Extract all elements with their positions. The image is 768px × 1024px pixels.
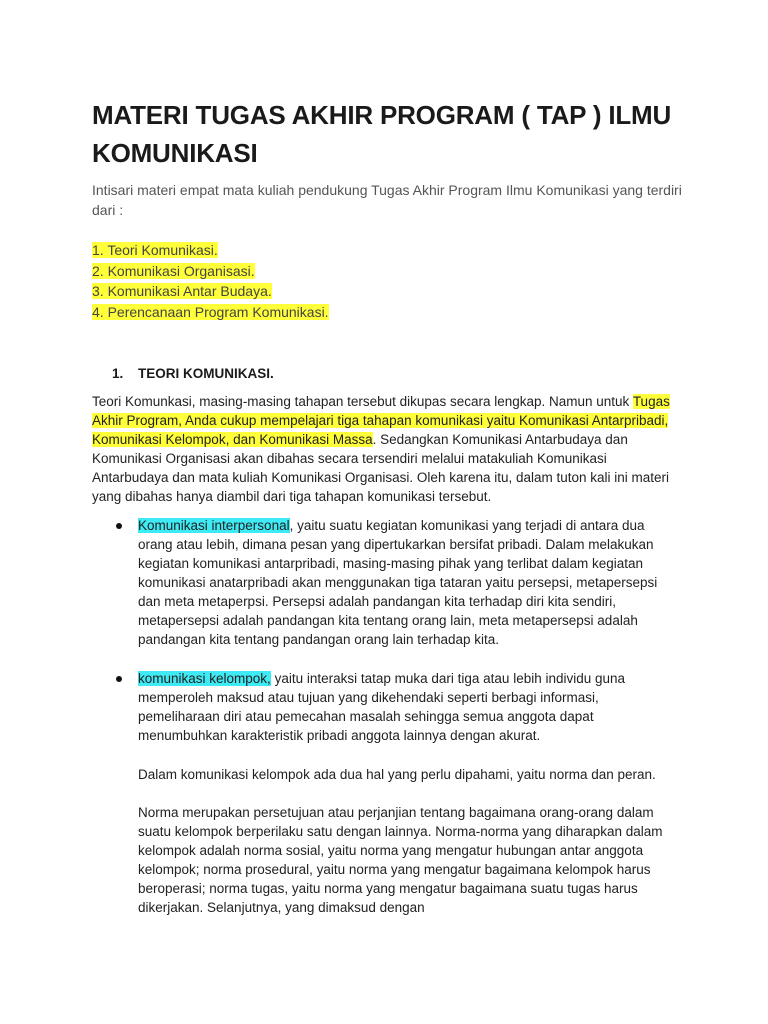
list-item-label: 3. Komunikasi Antar Budaya. [92,283,272,299]
list-item-label: 2. Komunikasi Organisasi. [92,262,255,279]
list-item [92,302,329,323]
highlighted-term: komunikasi kelompok, [138,671,271,686]
section-paragraph [92,392,672,506]
highlighted-term: Komunikasi interpersonal [138,518,290,533]
highlighted-text: Tugas Akhir Program, Anda cukup mempelajari tiga tahapan komunikasi yaitu Komunikasi Antarpribadi, Komunikasi Kelompok, dan Komunikasi Massa [92,394,670,447]
list-item-label: 4. Perencanaan Program Komunikasi. [92,303,329,320]
bullet-text: , yaitu suatu kegiatan komunikasi yang terjadi di antara dua orang atau lebih, dimana pesan yang dipertukarkan bersifat pribadi. Dalam melakukan kegiatan komunikasi antarpribadi, masing-masing pihak yang terlibat dalam kegiatan komunikasi anatarpribadi akan menggunakan tiga tataran yaitu persepsi, metapersepsi dan meta metaperpsi. Persepsi adalah pandangan kita terhadap diri kita sendiri, metapersepsi adalah pandangan kita tentang orang lain, meta metapersepsi adalah pandangan kita tentang pandangan orang lain terhadap kita. [138,518,658,647]
section-heading [112,366,274,381]
list-item-label: 1. Teori Komunikasi. [92,242,218,258]
course-list [92,240,329,322]
bullet-icon [116,523,122,529]
section-number: 1. [112,366,124,381]
intro-paragraph: Intisari materi empat mata kuliah pendukung Tugas Akhir Program Ilmu Komunikasi yang terdiri dari : [92,182,682,218]
bullet-icon [116,676,122,682]
document-title: MATERI TUGAS AKHIR PROGRAM ( TAP ) ILMU KOMUNIKASI [92,100,672,168]
list-item [92,281,329,302]
paragraph-text: . Sedangkan Komunikasi Antarbudaya dan Komunikasi Organisasi akan dibahas secara tersendiri melalui matakuliah Komunikasi Antarbudaya dan mata kuliah Komunikasi Organisasi. Oleh karena itu, dalam tuton kali ini materi yang dibahas hanya diambil dari tiga tahapan komunikasi tersebut. [92,432,670,504]
bullet-kelompok [138,669,672,745]
paragraph-text: Teori Komunkasi, masing-masing tahapan tersebut dikupas secara lengkap. Namun untuk [92,394,633,409]
section-title: TEORI KOMUNIKASI. [138,366,274,381]
subparagraph: Dalam komunikasi kelompok ada dua hal yang perlu dipahami, yaitu norma dan peran. [138,767,656,782]
list-item [92,261,329,282]
subparagraph: Norma merupakan persetujuan atau perjanjian tentang bagaimana orang-orang dalam suatu kelompok berperilaku satu dengan lainnya. Norma-norma yang diharapkan dalam kelompok adalah norma sosial, yaitu norma yang mengatur hubungan antar anggota kelompok; norma prosedural, yaitu norma yang mengatur bagaimana kelompok harus beroperasi; norma tugas, yaitu norma yang mengatur bagaimana suatu tugas harus dikerjakan. Selanjutnya, yang dimaksud dengan [138,805,663,915]
bullet-interpersonal [138,516,672,649]
list-item [92,240,329,261]
bullet-text: yaitu interaksi tatap muka dari tiga atau lebih individu guna memperoleh maksud atau tujuan yang dikehendaki seperti berbagi informasi, pemeliharaan diri atau pemecahan masalah sehingga semua anggota dapat menumbuhkan karakteristik pribadi anggota lainnya dengan akurat. [138,671,626,743]
